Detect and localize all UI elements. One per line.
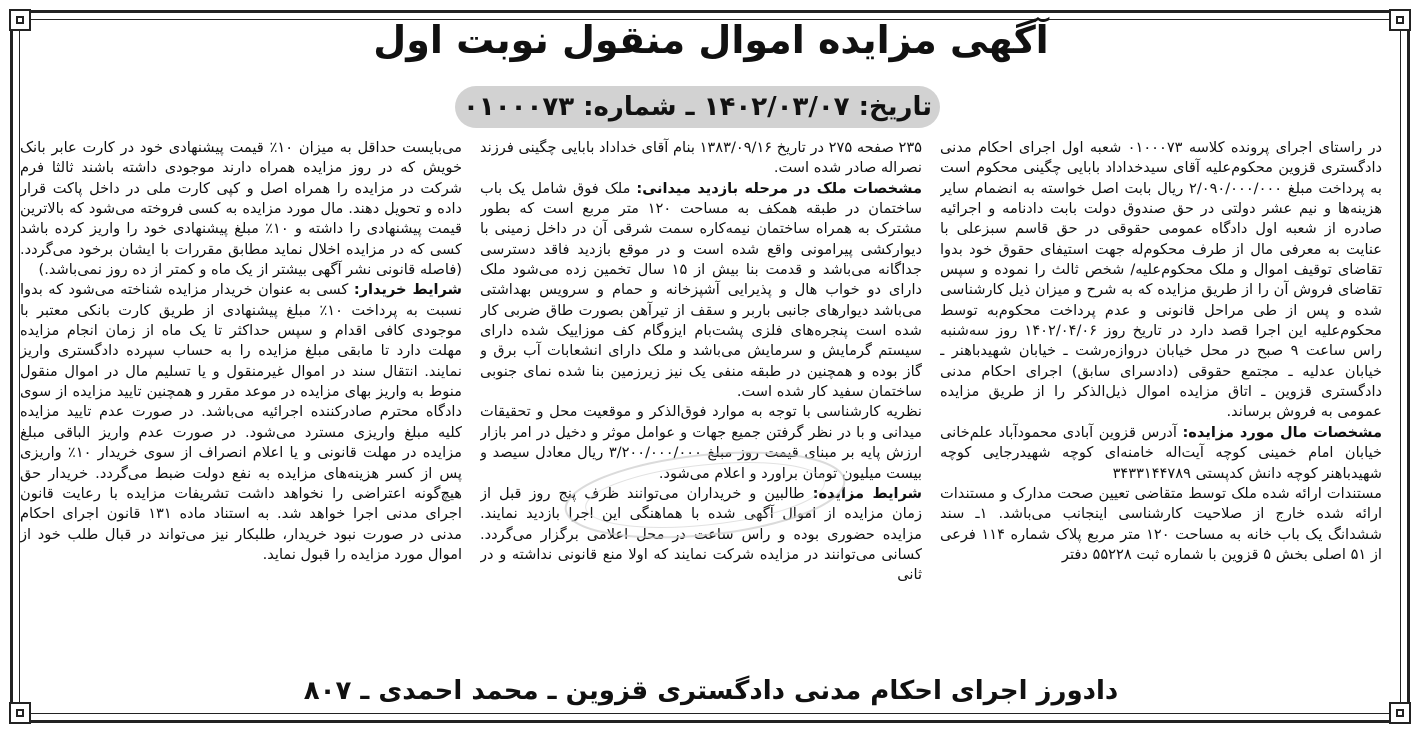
column-middle [480,138,922,668]
documents-paragraph: مستندات ارائه شده ملک توسط متقاضی تعیین صحت مدارک و مستندات ارائه شده خارج از صلاحیت کارشناسی اینجانب می‌باشد. ۱ـ سند ششدانگ یک باب خانه به مساحت ۱۲۰ متر مربع پلاک شماره ۱۱۴ فرعی از ۵۱ اصلی بخش ۵ قزوین با شماره ثبت ۵۵۲۲۸ دفتر [940,484,1382,563]
field-visit-paragraph: مشخصات ملک در مرحله بازدید میدانی: ملک فوق شامل یک باب ساختمان در طبقه همکف به مساحت ۱۲۰ متر مربع است که بطور مشترک به همراه ساختمان نیمه‌کاره سمت شرقی آن در داخل زمینی با دیوارکشی پیرامونی واقع شده است و در موقع بازدید فاقد دسترسی جداگانه می‌باشد و قدمت بنا بیش از ۱۵ سال تخمین زده می‌شود ملک دارای دو خواب هال و پذیرایی آشپزخانه و حمام و سرویس بهداشتی می‌باشد دیوارهای جانبی باربر و سقف از تیرآهن بصورت طاق ضربی کار شده است پنجره‌های فلزی پشت‌بام ایزوگام کف موزاییک شده دارای سیستم گرمایش و سرمایش می‌باشد و ملک دارای انشعابات آب برق و گاز بوده و همچنین در طبقه منفی یک نیز زیرزمین بنا شده نمای جنوبی ساختمان سفید کار شده است. [480,179,922,401]
intro-paragraph: در راستای اجرای پرونده کلاسه ۰۱۰۰۰۷۳ شعبه اول اجرای احکام مدنی دادگستری قزوین محکوم‌علیه آقای سیدخداداد بابایی چگینی محکوم است به پرداخت مبلغ ۲/۰۹۰/۰۰۰/۰۰۰ ریال بابت اصل خواسته به انضمام سایر هزینه‌ها و نیم عشر دولتی در حق صندوق دولت بابت دادنامه و اجرائیه صادره از شعبه اول دادگاه عمومی حقوقی در حق قاسم سبزعلی با عنایت به معرفی مال از طرف محکوم‌له جهت استیفای حقوق خود بدوا تقاضای توقیف اموال و ملک محکوم‌علیه/ شخص ثالث را نموده و سپس تقاضای فروش آن را از طریق مزایده که به شرح و میزان ذیل کارشناسی شده و پس از طی مراحل قانونی و عدم پرداخت محکوم‌به توسط محکوم‌علیه این اجرا قصد دارد در تاریخ روز ۱۴۰۲/۰۴/۰۶ روز سه‌شنبه راس ساعت ۹ صبح در محل خیابان دروازه‌رشت ـ خیابان شهیدباهنر ـ خیابان عدلیه ـ مجتمع حقوقی (دادسرای سابق) اجرای احکام مدنی دادگستری قزوین ـ اتاق مزایده اموال ذیل‌الذکر را از طریق مزایده عمومی به فروش برساند. [940,139,1382,421]
section-heading: مشخصات ملک در مرحله بازدید میدانی: [636,179,922,197]
deposit-paragraph: می‌بایست حداقل به میزان ۱۰٪ قیمت پیشنهادی خود در کارت عابر بانک خویش که در روز مزایده همراه دارند موجودی داشته باشند ثالثا فرم شرکت در مزایده را همراه اصل و کپی کارت ملی در داخل پاکت قرار داده و تحویل دهند. مال مورد مزایده به کسی فروخته می‌شود که بالاترین قیمت پیشنهادی را داشته و ۱۰٪ مبلغ پیشنهادی خود را واریز کرده باشد کسی که در مزایده اخلال نماید مطابق مقررات با ایشان برخود می‌گردد. (فاصله قانونی نشر آگهی بیشتر از یک ماه و کمتر از ده روز نمی‌باشد.) [20,139,462,279]
section-heading: مشخصات مال مورد مزایده: [1182,423,1382,441]
auction-conditions-paragraph: شرایط مزایده: طالبین و خریداران می‌توانند ظرف پنج روز قبل از زمان مزایده از اموال آگهی شده با هماهنگی این اجرا بازدید نمایند. مزایده حضوری بوده و راس ساعت در محل اعلامی برگزار می‌گردد. کسانی می‌توانند در مزایده شرکت نمایند که اولا منع قانونی نداشته و در ثانی [480,484,922,584]
date-number-banner: تاریخ: ۱۴۰۲/۰۳/۰۷ ـ شماره: ۰۱۰۰۰۷۳ [455,86,940,128]
notice-title: آگهی مزایده اموال منقول نوبت اول [373,18,1049,62]
deed-paragraph: ۲۳۵ صفحه ۲۷۵ در تاریخ ۱۳۸۳/۰۹/۱۶ بنام آقای خداداد بابایی چگینی فرزند نصراله صادر شده است. [480,139,922,177]
column-left [20,138,462,668]
column-right [940,138,1382,668]
property-spec-paragraph: مشخصات مال مورد مزایده: آدرس قزوین آبادی محمودآباد علم‌خانی خیابان امام خمینی کوچه آیت‌اله خامنه‌ای کوچه شهیدرجایی کوچه شهیدباهنر کوچه دانش کدپستی ۳۴۳۳۱۴۴۷۸۹ [940,423,1382,482]
notice-body [20,138,1382,668]
expert-opinion-paragraph: نظریه کارشناسی با توجه به موارد فوق‌الذکر و موقعیت محل و تحقیقات میدانی و با در نظر گرفتن جمیع جهات و عوامل موثر و دخیل در امر بازار ارزش پایه بر مبنای قیمت روز مبلغ ۳/۲۰۰/۰۰۰/۰۰۰ ریال معادل سیصد و بیست میلیون تومان براورد و اعلام می‌شود. [480,403,922,482]
signature-footer: دادورز اجرای احکام مدنی دادگستری قزوین ـ محمد احمدی ـ ۸۰۷ [303,676,1119,706]
section-heading: شرایط خریدار: [353,281,462,299]
section-heading: شرایط مزایده: [812,484,922,502]
buyer-conditions-paragraph: شرایط خریدار: کسی به عنوان خریدار مزایده شناخته می‌شود که بدوا نسبت به پرداخت ۱۰٪ مبلغ پیشنهادی از طریق کارت بانکی معتبر با موجودی کافی اقدام و سپس حداکثر تا یک ماه از زمان انجام مزایده مهلت دارد تا مابقی مبلغ مزایده را به حساب سپرده دادگستری واریز نمایند. انتقال سند در اموال غیرمنقول و یا تسلیم مال در اموال منقول منوط به واریز بهای مزایده در موعد مقرر و همچنین تایید مزایده از سوی دادگاه محترم صادرکننده اجرائیه می‌باشد. در صورت عدم تایید مزایده کلیه مبلغ واریزی مسترد می‌شود. در صورت عدم واریز الباقی مبلغ مزایده در مهلت قانونی و یا اعلام انصراف از سوی خریدار ۱۰٪ واریزی پس از کسر هزینه‌های مزایده به نفع دولت ضبط می‌گردد. خریدار حق هیچ‌گونه اعتراضی را نخواهد داشت تشریفات مزایده با رعایت قانون اجرای مدنی اجرا خواهد شد. به استناد ماده ۱۳۱ قانون اجرای احکام مدنی در صورت نبود خریدار، طلبکار نیز می‌تواند در قبال طلب خود از اموال مورد مزایده را قبول نماید. [20,281,462,563]
